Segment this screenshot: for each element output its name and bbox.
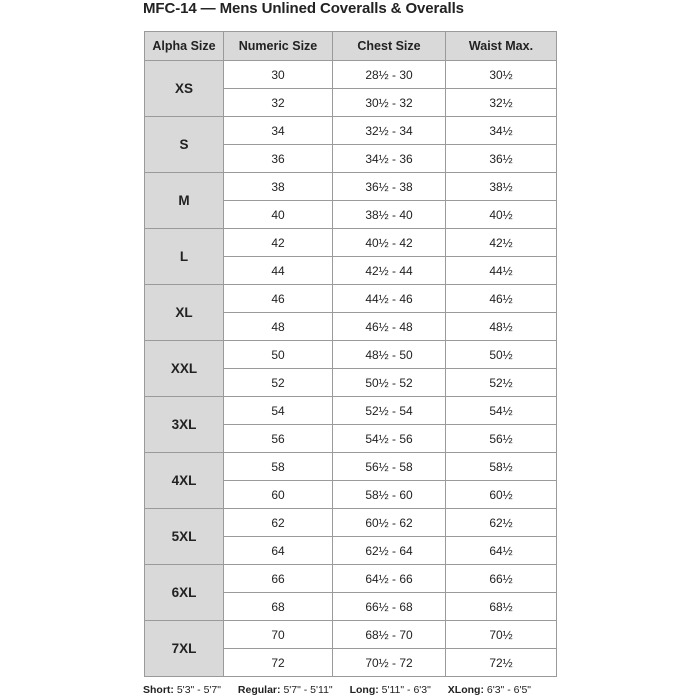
numeric-size-cell: 56 <box>224 425 333 453</box>
alpha-size-cell: M <box>145 173 224 229</box>
waist-max-cell: 72½ <box>446 649 557 677</box>
chest-size-cell: 36½ - 38 <box>333 173 446 201</box>
waist-max-cell: 44½ <box>446 257 557 285</box>
alpha-size-cell: XXL <box>145 341 224 397</box>
alpha-size-cell: 4XL <box>145 453 224 509</box>
chest-size-cell: 64½ - 66 <box>333 565 446 593</box>
alpha-size-cell: S <box>145 117 224 173</box>
legend-regular-label: Regular: <box>237 684 281 696</box>
chest-size-cell: 40½ - 42 <box>333 229 446 257</box>
alpha-size-cell: 5XL <box>145 509 224 565</box>
waist-max-cell: 40½ <box>446 201 557 229</box>
legend-long <box>350 684 431 696</box>
waist-max-cell: 50½ <box>446 341 557 369</box>
chest-size-cell: 28½ - 30 <box>333 61 446 89</box>
header-waist-max: Waist Max. <box>446 32 557 61</box>
numeric-size-cell: 42 <box>224 229 333 257</box>
numeric-size-cell: 52 <box>224 369 333 397</box>
waist-max-cell: 66½ <box>446 565 557 593</box>
alpha-size-cell: XL <box>145 285 224 341</box>
chest-size-cell: 68½ - 70 <box>333 621 446 649</box>
numeric-size-cell: 44 <box>224 257 333 285</box>
legend-xlong <box>448 684 531 696</box>
numeric-size-cell: 54 <box>224 397 333 425</box>
alpha-size-cell: XS <box>145 61 224 117</box>
chest-size-cell: 54½ - 56 <box>333 425 446 453</box>
waist-max-cell: 34½ <box>446 117 557 145</box>
waist-max-cell: 48½ <box>446 313 557 341</box>
numeric-size-cell: 48 <box>224 313 333 341</box>
waist-max-cell: 60½ <box>446 481 557 509</box>
waist-max-cell: 62½ <box>446 509 557 537</box>
chest-size-cell: 62½ - 64 <box>333 537 446 565</box>
numeric-size-cell: 64 <box>224 537 333 565</box>
chest-size-cell: 46½ - 48 <box>333 313 446 341</box>
chest-size-cell: 48½ - 50 <box>333 341 446 369</box>
chest-size-cell: 38½ - 40 <box>333 201 446 229</box>
page-title: MFC-14 — Mens Unlined Coveralls & Overalls <box>143 0 464 17</box>
numeric-size-cell: 68 <box>224 593 333 621</box>
waist-max-cell: 32½ <box>446 89 557 117</box>
numeric-size-cell: 40 <box>224 201 333 229</box>
numeric-size-cell: 58 <box>224 453 333 481</box>
table-body <box>145 61 557 677</box>
legend-xlong-value: 6'3" - 6'5" <box>486 684 532 696</box>
waist-max-cell: 36½ <box>446 145 557 173</box>
table-row <box>145 285 557 313</box>
chest-size-cell: 44½ - 46 <box>333 285 446 313</box>
table-row <box>145 565 557 593</box>
table-row <box>145 341 557 369</box>
waist-max-cell: 68½ <box>446 593 557 621</box>
numeric-size-cell: 46 <box>224 285 333 313</box>
numeric-size-cell: 32 <box>224 89 333 117</box>
table-row <box>145 61 557 89</box>
table-row <box>145 173 557 201</box>
legend-long-value: 5'11" - 6'3" <box>381 684 431 696</box>
legend-regular-value: 5'7" - 5'11" <box>283 684 333 696</box>
chest-size-cell: 42½ - 44 <box>333 257 446 285</box>
height-legend <box>143 684 545 696</box>
numeric-size-cell: 60 <box>224 481 333 509</box>
alpha-size-cell: 3XL <box>145 397 224 453</box>
table-row <box>145 509 557 537</box>
waist-max-cell: 64½ <box>446 537 557 565</box>
numeric-size-cell: 38 <box>224 173 333 201</box>
chest-size-cell: 56½ - 58 <box>333 453 446 481</box>
chest-size-cell: 34½ - 36 <box>333 145 446 173</box>
legend-short <box>143 684 221 696</box>
numeric-size-cell: 36 <box>224 145 333 173</box>
chest-size-cell: 58½ - 60 <box>333 481 446 509</box>
waist-max-cell: 46½ <box>446 285 557 313</box>
legend-short-label: Short: <box>143 684 174 696</box>
table-row <box>145 117 557 145</box>
numeric-size-cell: 70 <box>224 621 333 649</box>
table-row <box>145 229 557 257</box>
size-chart-table <box>144 31 557 677</box>
legend-short-value: 5'3" - 5'7" <box>176 684 221 696</box>
waist-max-cell: 58½ <box>446 453 557 481</box>
table-row <box>145 621 557 649</box>
table-header-row <box>145 32 557 61</box>
numeric-size-cell: 30 <box>224 61 333 89</box>
numeric-size-cell: 72 <box>224 649 333 677</box>
chest-size-cell: 60½ - 62 <box>333 509 446 537</box>
chest-size-cell: 70½ - 72 <box>333 649 446 677</box>
waist-max-cell: 56½ <box>446 425 557 453</box>
waist-max-cell: 52½ <box>446 369 557 397</box>
numeric-size-cell: 62 <box>224 509 333 537</box>
alpha-size-cell: 7XL <box>145 621 224 677</box>
chest-size-cell: 50½ - 52 <box>333 369 446 397</box>
chest-size-cell: 66½ - 68 <box>333 593 446 621</box>
legend-regular <box>238 684 333 696</box>
chest-size-cell: 32½ - 34 <box>333 117 446 145</box>
header-alpha-size: Alpha Size <box>145 32 224 61</box>
table-row <box>145 453 557 481</box>
chest-size-cell: 52½ - 54 <box>333 397 446 425</box>
header-chest-size: Chest Size <box>333 32 446 61</box>
alpha-size-cell: 6XL <box>145 565 224 621</box>
header-numeric-size: Numeric Size <box>224 32 333 61</box>
legend-xlong-label: XLong: <box>447 684 484 696</box>
waist-max-cell: 54½ <box>446 397 557 425</box>
waist-max-cell: 70½ <box>446 621 557 649</box>
waist-max-cell: 38½ <box>446 173 557 201</box>
alpha-size-cell: L <box>145 229 224 285</box>
chest-size-cell: 30½ - 32 <box>333 89 446 117</box>
numeric-size-cell: 66 <box>224 565 333 593</box>
table-row <box>145 397 557 425</box>
waist-max-cell: 30½ <box>446 61 557 89</box>
numeric-size-cell: 34 <box>224 117 333 145</box>
waist-max-cell: 42½ <box>446 229 557 257</box>
legend-long-label: Long: <box>349 684 379 696</box>
numeric-size-cell: 50 <box>224 341 333 369</box>
